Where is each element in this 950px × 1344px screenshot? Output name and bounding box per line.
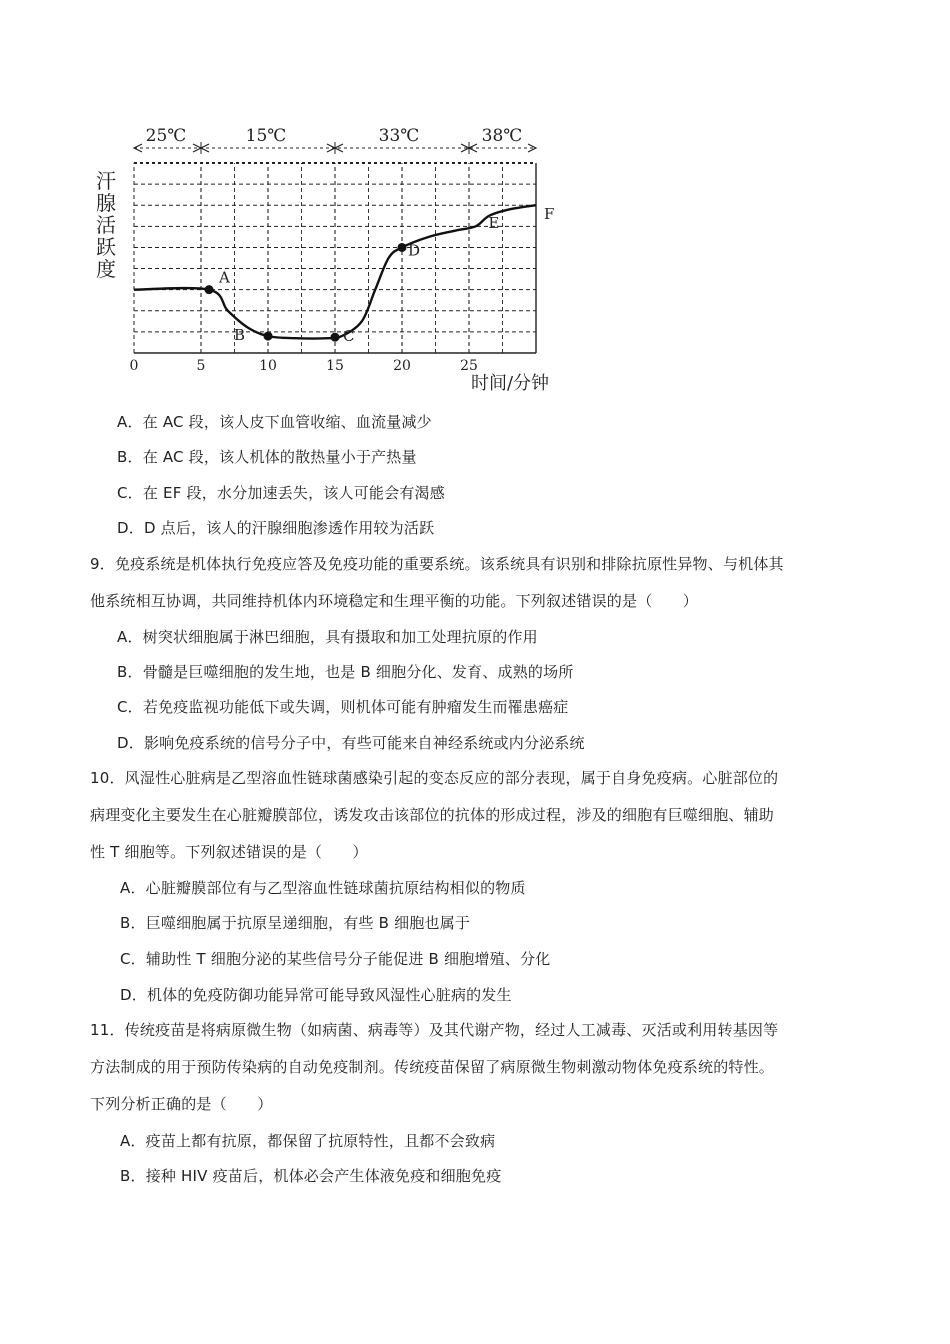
y-axis-label-char: 活 — [96, 213, 116, 237]
segment-label-15: 15℃ — [245, 126, 287, 146]
x-tick-label: 20 — [393, 358, 411, 374]
segment-label-33: 33℃ — [378, 126, 420, 146]
point-label-c: C — [343, 327, 355, 346]
q11-stem-line-1: 11．传统疫苗是将病原微生物（如病菌、病毒等）及其代谢产物，经过人工减毒、灭活或利用转基因等 — [90, 1021, 779, 1039]
x-tick-label: 10 — [259, 358, 277, 374]
q8-option-b: B．在 AC 段，该人机体的散热量小于产热量 — [117, 448, 417, 466]
y-axis-label-char: 汗 — [96, 169, 116, 193]
q9-option-b: B．骨髓是巨噬细胞的发生地，也是 B 细胞分化、发育、成熟的场所 — [117, 663, 574, 681]
q11-option-a: A．疫苗上都有抗原，都保留了抗原特性，且都不会致病 — [120, 1132, 496, 1150]
x-axis-label: 时间/分钟 — [470, 373, 550, 394]
q9-option-d: D．影响免疫系统的信号分子中，有些可能来自神经系统或内分泌系统 — [117, 734, 585, 752]
chart-grid — [134, 163, 536, 353]
q10-stem-line-2: 病理变化主要发生在心脏瓣膜部位，诱发攻击该部位的抗体的形成过程，涉及的细胞有巨噬细胞、辅助 — [90, 806, 775, 824]
segment-label-25: 25℃ — [145, 126, 187, 146]
q9-option-a: A．树突状细胞属于淋巴细胞，具有摄取和加工处理抗原的作用 — [117, 628, 538, 646]
point-label-b: B — [234, 326, 246, 345]
point-label-d: D — [408, 241, 421, 260]
q10-stem-line-1: 10．风湿性心脏病是乙型溶血性链球菌感染引起的变态反应的部分表现，属于自身免疫病。心脏部位的 — [90, 769, 779, 787]
q9-stem-line-2: 他系统相互协调，共同维持机体内环境稳定和生理平衡的功能。下列叙述错误的是（ ） — [90, 592, 699, 610]
q11-option-b: B．接种 HIV 疫苗后，机体必会产生体液免疫和细胞免疫 — [120, 1167, 502, 1185]
sweat-gland-activity-chart — [90, 118, 570, 400]
q10-option-b: B．巨噬细胞属于抗原呈递细胞，有些 B 细胞也属于 — [120, 914, 471, 932]
point-marker-b — [264, 332, 273, 341]
q11-stem-line-3: 下列分析正确的是（ ） — [90, 1095, 273, 1113]
q11-stem-line-2: 方法制成的用于预防传染病的自动免疫制剂。传统疫苗保留了病原微生物刺激动物体免疫系统的特性。 — [90, 1058, 775, 1076]
point-label-f: F — [544, 205, 555, 224]
temperature-segments — [134, 126, 536, 154]
q8-option-a: A．在 AC 段，该人皮下血管收缩、血流量减少 — [117, 413, 432, 431]
point-label-a: A — [219, 268, 230, 287]
x-tick-labels — [130, 358, 478, 374]
q10-stem-line-3: 性 T 细胞等。下列叙述错误的是（ ） — [90, 843, 368, 861]
q10-option-d: D．机体的免疫防御功能异常可能导致风湿性心脏病的发生 — [120, 986, 512, 1004]
q9-stem-line-1: 9．免疫系统是机体执行免疫应答及免疫功能的重要系统。该系统具有识别和排除抗原性异物、与机体其 — [90, 555, 784, 573]
point-marker-a — [205, 285, 214, 294]
q10-option-c: C．辅助性 T 细胞分泌的某些信号分子能促进 B 细胞增殖、分化 — [120, 950, 551, 968]
y-axis-label-char: 腺 — [96, 191, 116, 215]
x-tick-label: 15 — [326, 358, 344, 374]
q8-option-d: D．D 点后，该人的汗腺细胞渗透作用较为活跃 — [117, 519, 435, 537]
chart-svg — [90, 118, 570, 400]
y-axis-label-char: 度 — [96, 257, 116, 281]
point-marker-c — [331, 333, 340, 342]
q8-option-c: C．在 EF 段，水分加速丢失，该人可能会有渴感 — [117, 484, 445, 502]
q10-option-a: A．心脏瓣膜部位有与乙型溶血性链球菌抗原结构相似的物质 — [120, 879, 526, 897]
y-axis-label — [96, 169, 116, 281]
point-label-e: E — [488, 214, 500, 233]
x-tick-label: 25 — [460, 358, 478, 374]
x-tick-label: 5 — [196, 358, 206, 374]
q9-option-c: C．若免疫监视功能低下或失调，则机体可能有肿瘤发生而罹患癌症 — [117, 698, 569, 716]
segment-label-38: 38℃ — [481, 126, 523, 146]
y-axis-label-char: 跃 — [96, 235, 116, 259]
point-marker-d — [398, 243, 407, 252]
x-tick-label: 0 — [129, 358, 139, 374]
